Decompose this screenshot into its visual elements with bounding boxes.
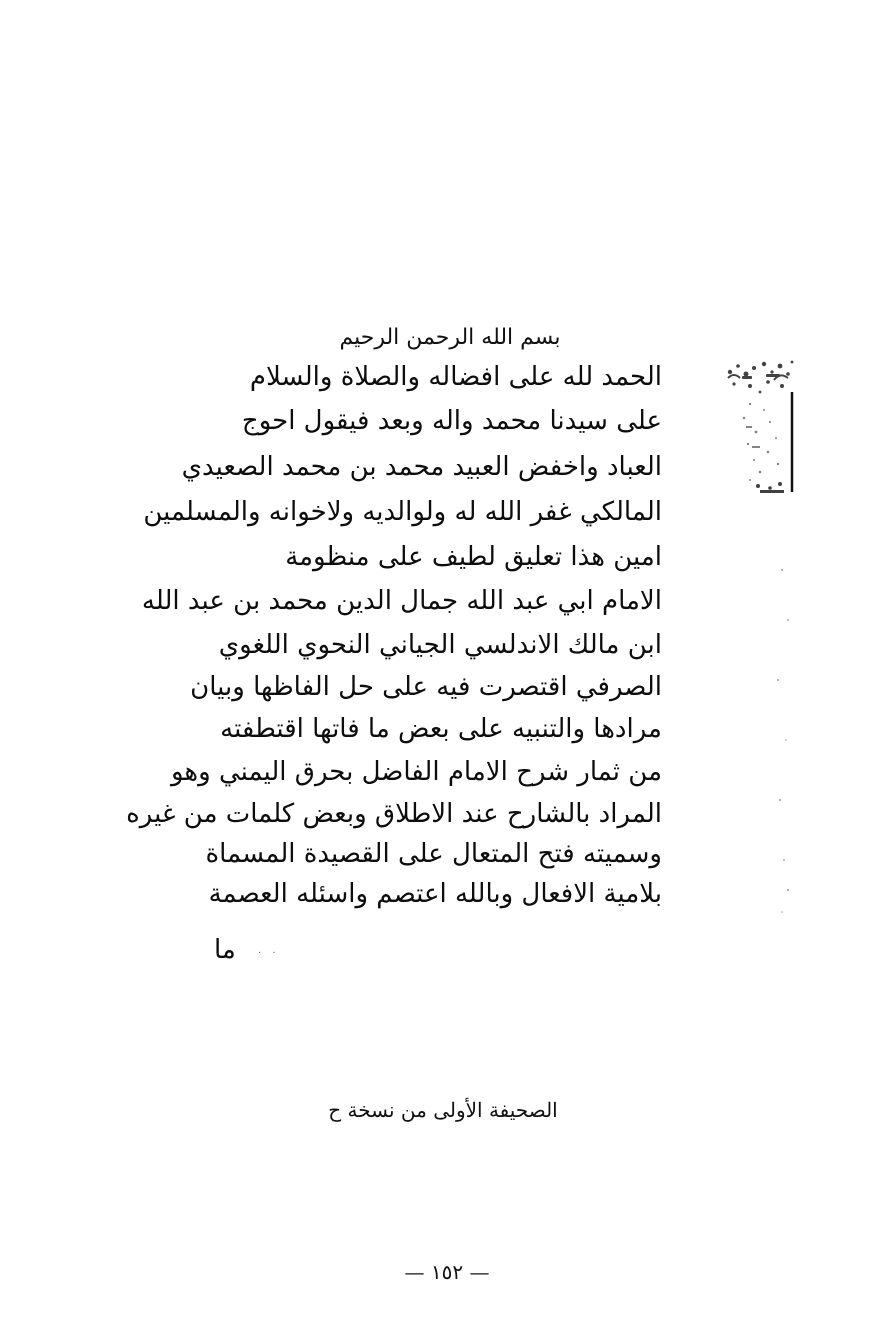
basmala-heading: بسم الله الرحمن الرحيم [339,325,561,350]
manuscript-line: وسميته فتح المتعال على القصيدة المسماة [205,839,662,869]
manuscript-line: المالكي غفر الله له ولوالديه ولاخوانه والمسلمين [143,497,662,527]
manuscript-line: الامام ابي عبد الله جمال الدين محمد بن عبد الله [141,586,662,616]
manuscript-line: ابن مالك الاندلسي الجياني النحوي اللغوي [218,630,662,660]
end-mark: ما [214,935,236,965]
manuscript-line: امين هذا تعليق لطيف على منظومة [285,542,662,572]
page-caption: الصحيفة الأولى من نسخة ح [328,1098,558,1122]
paper-specks [770,560,800,940]
manuscript-line: من ثمار شرح الامام الفاضل بحرق اليمني وهو [171,757,662,787]
page-number: — ١٥٢ — [404,1260,490,1284]
manuscript-line: العباد واخفض العبيد محمد بن محمد الصعيدي [181,452,662,482]
manuscript-line: بلامية الافعال وبالله اعتصم واسئله العصمة [208,879,662,909]
manuscript-line: على سيدنا محمد واله وبعد فيقول احوج [241,406,662,436]
manuscript-line: المراد بالشارح عند الاطلاق وبعض كلمات من غيره [126,799,662,829]
manuscript-line: الصرفي اقتصرت فيه على حل الفاظها وبيان [190,672,662,702]
manuscript-line: مرادها والتنبيه على بعض ما فاتها اقتطفته [220,714,662,744]
manuscript-line: الحمد لله على افضاله والصلاة والسلام [249,362,662,392]
margin-seal-stamp [720,352,796,498]
end-dots-decoration: · · [258,948,280,959]
